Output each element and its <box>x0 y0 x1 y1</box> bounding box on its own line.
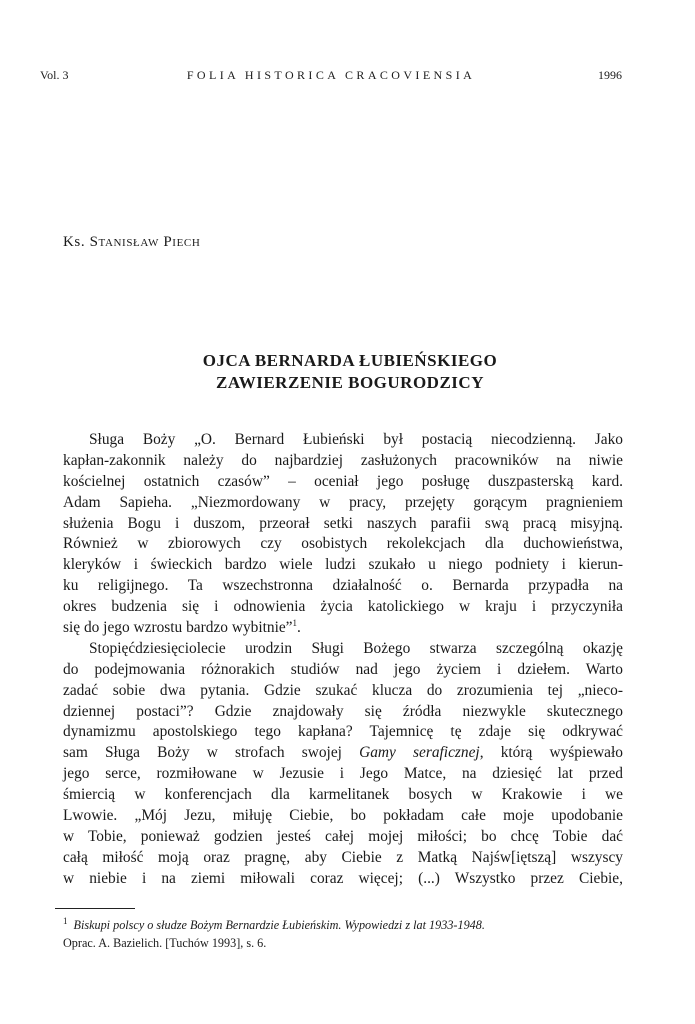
article-body <box>63 430 623 890</box>
body-line: dziennej postaci”? Gdzie znajdowały się źródła niezwykle skutecznego <box>63 702 623 720</box>
body-line: kleryków i świeckich bardzo wiele ludzi szukało u niego podniety i kierun- <box>63 556 623 574</box>
author-name: Stanisław Piech <box>89 234 201 250</box>
body-line-last: się do jego wzrostu bardzo wybitnie”$^1$. <box>63 617 301 637</box>
body-line: jego serce, rozmiłowane w Jezusie i Jego Matce, na dziesięć lat przed <box>63 765 623 783</box>
footnote-line-1 <box>63 916 623 934</box>
body-line-text: się do jego wzrostu bardzo wybitnie” <box>63 619 293 637</box>
body-line-text: , którą wyśpiewało <box>479 744 623 762</box>
running-header <box>40 66 622 84</box>
footnote-reference[interactable]: 1 <box>292 617 298 628</box>
title-line-2: ZAWIERZENIE BOGURODZICY <box>216 373 484 392</box>
body-line: w Tobie, ponieważ godzien jesteś całej mojej miłości; bo chcę Tobie dać <box>63 827 623 845</box>
body-line: Stopięćdziesięciolecie urodzin Sługi Bożego stwarza szczególną okazję <box>89 639 623 657</box>
body-line-with-italic <box>63 743 623 764</box>
body-line: ku religijnego. Ta wszechstronna działalność o. Bernarda przypadła na <box>63 577 623 595</box>
footnote-line-2: Oprac. A. Bazielich. [Tuchów 1993], s. 6. <box>63 936 267 950</box>
title-line-1: OJCA BERNARDA ŁUBIEŃSKIEGO <box>202 351 498 370</box>
author-prefix: Ks. <box>63 234 86 250</box>
volume-label: Vol. 3 <box>40 68 69 82</box>
year-label: 1996 <box>598 68 622 82</box>
body-line: zadać sobie dwa pytania. Gdzie szukać klucza do zrozumienia tej „nieco- <box>63 681 623 699</box>
body-line: okres budzenia się i odnowienia życia katolickiego w kraju i przyczyniła <box>63 598 623 616</box>
body-line: Adam Sapieha. „Niezmordowany w pracy, przejęty gorącym pragnieniem <box>63 493 623 511</box>
body-line-text: sam Sługa Boży w strofach swojej <box>63 744 342 762</box>
author-line <box>63 232 200 252</box>
body-line: dynamizmu apostolskiego tego kapłana? Tajemnicę tę zdaje się odkrywać <box>63 723 623 741</box>
body-line: w niebie i na ziemi miłowali coraz więcej; (...) Wszystko przez Ciebie, <box>63 869 623 887</box>
footnote-citation-title: Biskupi polscy o słudze Bożym Bernardzie Łubieńskim. Wypowiedzi z lat 1933-1948. <box>73 918 485 932</box>
body-line: Lwowie. „Mój Jezu, miłuję Ciebie, bo pokładam całe moje upodobanie <box>63 807 623 825</box>
body-line: służenia Bogu i duszom, przeorał setki naszych parafii swą pracą misyjną. <box>63 514 623 532</box>
footnote <box>63 916 623 952</box>
body-line: do podejmowania różnorakich studiów nad jego życiem i dziełem. Warto <box>63 660 623 678</box>
footnote-divider <box>55 908 135 909</box>
work-title: Gamy seraficznej <box>359 744 480 762</box>
article-title <box>40 350 660 394</box>
body-line: śmiercią w konferencjach dla karmelitanek bosych w Krakowie i we <box>63 786 623 804</box>
body-line: Sługa Boży „O. Bernard Łubieński był postacią niecodzienną. Jako <box>89 431 623 448</box>
body-line: kościelnej ostatnich czasów” – oceniał jego posługę duszpasterską kard. <box>63 472 623 490</box>
body-line: Również w zbiorowych czy osobistych rekolekcjach dla duchowieństwa, <box>63 535 623 553</box>
body-line: całą miłość moją oraz pragnę, aby Ciebie z Matką Najśw[iętszą] wszyscy <box>63 848 623 866</box>
body-line: kapłan-zakonnik należy do najbardziej zasłużonych pracowników na niwie <box>63 451 623 469</box>
footnote-number: 1 <box>63 915 68 926</box>
journal-title: FOLIA HISTORICA CRACOVIENSIA <box>186 68 476 82</box>
